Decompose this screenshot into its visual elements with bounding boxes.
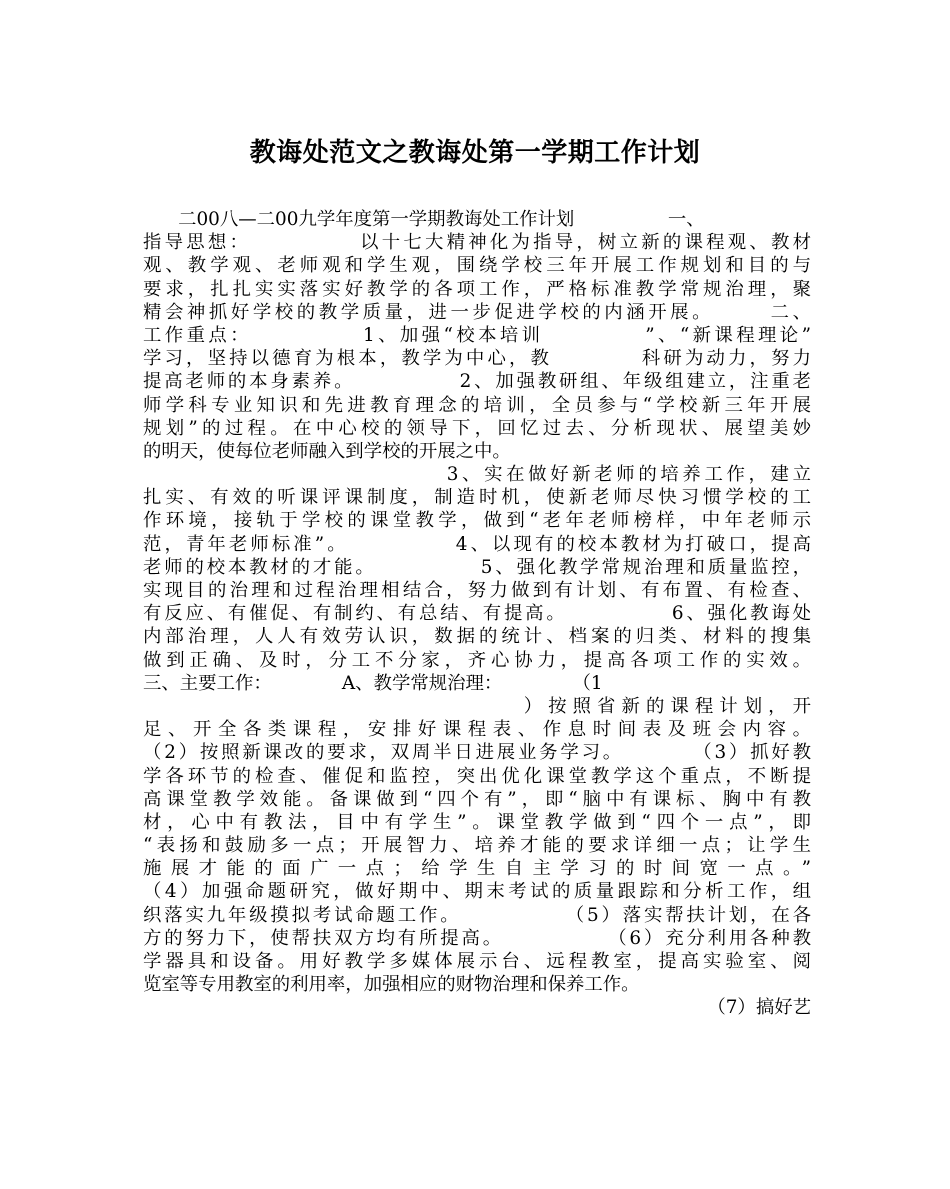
body-line: ）按照省新的课程计划，开 xyxy=(143,695,811,717)
body-line: 方的努力下，使帮扶双方均有所提高。 （6）充分利用各种教 xyxy=(143,927,811,949)
body-line: 作环境，接轨于学校的课堂教学，做到“老年老师榜样，中年老师示 xyxy=(143,510,811,532)
body-line: 的明天，使每位老师融入到学校的开展之中。 xyxy=(143,440,511,462)
body-line: 3、实在做好新老师的培养工作，建立 xyxy=(143,464,811,486)
body-line: 要求，扎扎实实落实好教学的各项工作，严格标准教学常规治理，聚 xyxy=(143,278,811,300)
body-line: 学各环节的检查、催促和监控，突出优化课堂教学这个重点，不断提 xyxy=(143,765,811,787)
body-line: 指导思想： 以十七大精神化为指导，树立新的课程观、教材 xyxy=(143,232,811,254)
body-line: （4）加强命题研究，做好期中、期末考试的质量跟踪和分析工作，组 xyxy=(143,881,811,903)
body-line: 范，青年老师标准”。 4、以现有的校本教材为打破口，提高 xyxy=(143,533,811,555)
body-line: 工作重点： 1、加强“校本培训 ”、“新课程理论” xyxy=(143,324,811,346)
body-line: 足、开全各类课程，安排好课程表、作息时间表及班会内容。 xyxy=(143,719,811,741)
body-line: 观、教学观、老师观和学生观，围绕学校三年开展工作规划和目的与 xyxy=(143,255,811,277)
document-title: 教诲处范文之教诲处第一学期工作计划 xyxy=(249,138,701,168)
body-line: 学器具和设备。用好教学多媒体展示台、远程教室，提高实验室、阅 xyxy=(143,951,811,972)
body-line: 规划”的过程。在中心校的领导下，回忆过去、分析现状、展望美妙 xyxy=(143,417,811,439)
body-line: 精会神抓好学校的教学质量，进一步促进学校的内涵开展。 二、 xyxy=(143,301,811,323)
body-line: 有反应、有催促、有制约、有总结、有提高。 6、强化教诲处 xyxy=(143,603,811,625)
body-line: （2）按照新课改的要求，双周半日进展业务学习。 （3）抓好教 xyxy=(143,742,811,764)
body-line: 师学科专业知识和先进教育理念的培训，全员参与“学校新三年开展 xyxy=(143,394,811,416)
body-line: 学习，坚持以德育为根本，教学为中心，教 科研为动力，努力 xyxy=(143,348,811,370)
body-line: 材，心中有教法，目中有学生”。课堂教学做到“四个一点”，即 xyxy=(143,811,811,833)
body-line: 三、主要工作： A、教学常规治理： （1 xyxy=(143,672,603,694)
body-line: 二00八—二00九学年度第一学期教诲处工作计划 一、 xyxy=(143,209,705,230)
body-line: 织落实九年级摸拟考试命题工作。 （5）落实帮扶计划，在各 xyxy=(143,904,811,926)
body-line: “表扬和鼓励多一点；开展智力、培养才能的要求详细一点；让学生 xyxy=(143,835,811,857)
body-line: 提高老师的本身素养。 2、加强教研组、年级组建立，注重老 xyxy=(143,371,811,393)
body-line: 做到正确、及时，分工不分家，齐心协力，提高各项工作的实效。 xyxy=(143,649,811,671)
body-line: 览室等专用教室的利用率，加强相应的财物治理和保养工作。 xyxy=(143,974,640,996)
body-line: 实现目的治理和过程治理相结合，努力做到有计划、有布置、有检查、 xyxy=(143,580,811,601)
document-body xyxy=(143,208,811,1020)
body-line: 内部治理，人人有效劳认识，数据的统计、档案的归类、材料的搜集 xyxy=(143,626,811,648)
body-line: 扎实、有效的听课评课制度，制造时机，使新老师尽快习惯学校的工 xyxy=(143,487,811,509)
body-line: 高课堂教学效能。备课做到“四个有”，即“脑中有课标、胸中有教 xyxy=(143,788,811,810)
body-line: 老师的校本教材的才能。 5、强化教学常规治理和质量监控， xyxy=(143,556,811,578)
body-line: 施展才能的面广一点；给学生自主学习的时间宽一点。” xyxy=(143,858,811,880)
body-line: （7）搞好艺 xyxy=(707,997,811,1019)
